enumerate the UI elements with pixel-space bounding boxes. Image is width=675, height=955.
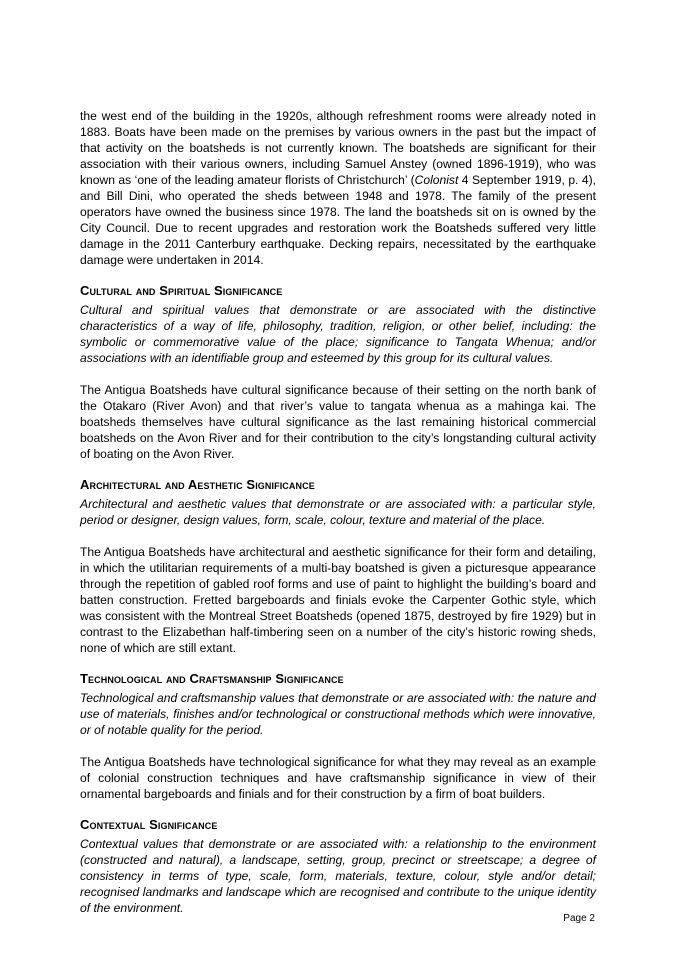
section-cultural (80, 282, 596, 462)
document-page (80, 108, 596, 932)
section-body: The Antigua Boatsheds have architectural and aesthetic significance for their form and detailing, in which the utilitarian requirements of a multi-bay boatshed is given a picturesque appearance through the repetition of gabled roof forms and use of paint to highlight the building’s board and batten construction. Fretted bargeboards and finials evoke the Carpenter Gothic style, which was consistent with the Montreal Street Boatsheds (opened 1875, destroyed by fire 1929) but in contrast to the Elizabethan half-timbering seen on a number of the city’s historic rowing sheds, none of which are still extant. (80, 545, 596, 655)
section-body: The Antigua Boatsheds have technological significance for what they may reveal as an example of colonial construction techniques and have craftsmanship significance in view of their ornamental bargeboards and finials and for their construction by a firm of boat builders. (80, 755, 596, 801)
section-architectural (80, 476, 596, 656)
section-technological (80, 670, 596, 802)
section-heading: Contextual Significance (80, 817, 218, 832)
section-criteria: Cultural and spiritual values that demonstrate or are associated with the distinctive characteristics of a way of life, philosophy, tradition, religion, or other belief, including: the symbolic or commemorative value of the place; significance to Tangata Whenua; and/or associations with an identifiable group and esteemed by this group for its cultural values. (80, 303, 596, 365)
intro-text-1: the west end of the building in the 1920s, although refreshment rooms were already noted in 1883. Boats have been made on the premises by various owners in the past but the impact of that activity on the boatsheds is not currently known. The boatsheds are significant for their association with their various owners, including Samuel Anstey (owned 1896-1919), who was known as ‘one of the leading amateur florists of Christchurch’ ( (80, 109, 596, 187)
section-criteria: Technological and craftsmanship values that demonstrate or are associated with: the nature and use of materials, finishes and/or technological or constructional methods which were innovative, or of notable quality for the period. (80, 691, 596, 737)
section-criteria: Contextual values that demonstrate or are associated with: a relationship to the environment (constructed and natural), a landscape, setting, group, precinct or streetscape; a degree of consistency in terms of type, scale, form, materials, texture, colour, style and/or detail; recognised landmarks and landscape which are recognised and contribute to the unique identity of the environment. (80, 837, 596, 915)
intro-italic-source: Colonist (414, 173, 459, 187)
section-body: The Antigua Boatsheds have cultural significance because of their setting on the north bank of the Otakaro (River Avon) and that river’s value to tangata whenua as a mahinga kai. The boatsheds themselves have cultural significance as the last remaining historical commercial boatsheds on the Avon River and for their contribution to the city’s longstanding cultural activity of boating on the Avon River. (80, 383, 596, 461)
intro-text-2: 4 September 1919, p. 4), and Bill Dini, who operated the sheds between 1948 and 1978. The family of the present operators have owned the business since 1978. The land the boatsheds sit on is owned by the City Council. Due to recent upgrades and restoration work the Boatsheds suffered very little damage in the 2011 Canterbury earthquake. Decking repairs, necessitated by the earthquake damage were undertaken in 2014. (80, 173, 596, 267)
section-heading: Cultural and Spiritual Significance (80, 283, 283, 298)
page-number: Page 2 (563, 913, 595, 924)
section-contextual (80, 816, 596, 916)
section-heading: Technological and Craftsmanship Significance (80, 671, 344, 686)
intro-paragraph (80, 108, 596, 268)
section-criteria: Architectural and aesthetic values that demonstrate or are associated with: a particular style, period or designer, design values, form, scale, colour, texture and material of the place. (80, 497, 596, 527)
section-heading: Architectural and Aesthetic Significance (80, 477, 315, 492)
